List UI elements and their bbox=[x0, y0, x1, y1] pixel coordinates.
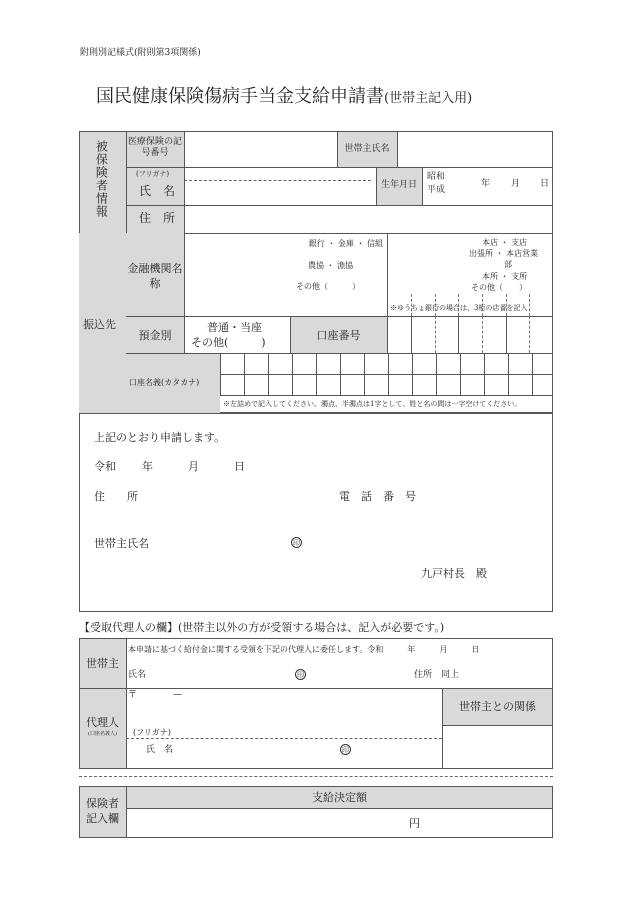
deposit-types-line2[interactable]: その他( ) bbox=[191, 336, 266, 349]
deposit-type-label: 預金別 bbox=[138, 329, 172, 342]
birth-month-unit: 月 bbox=[511, 179, 521, 189]
bank-name-label: 金融機関名称 bbox=[127, 262, 183, 290]
branch-types-line3: 部 bbox=[504, 260, 512, 269]
bank-types-line3: その他（ ） bbox=[296, 282, 360, 291]
declaration-statement: 上記のとおり申請します。 bbox=[94, 431, 226, 444]
address-label: 住 所 bbox=[139, 211, 176, 225]
payment-amount-field[interactable] bbox=[128, 810, 408, 836]
branch-types-line4: 本所 ・ 支所 bbox=[482, 272, 528, 281]
agent-name-label: 氏 名 bbox=[146, 745, 174, 755]
bank-types-line2: 農協 ・ 漁協 bbox=[308, 261, 354, 270]
declaration-date-era: 令和 bbox=[94, 460, 116, 473]
birthdate-label: 生年月日 bbox=[380, 180, 417, 190]
insurer-label-line2: 記入欄 bbox=[86, 812, 119, 825]
form-title-sub: (世帯主記入用) bbox=[384, 91, 473, 106]
transfer-section-label: 振込先 bbox=[83, 318, 116, 331]
insured-address-field[interactable] bbox=[186, 207, 551, 231]
deposit-types-line1[interactable]: 普通・当座 bbox=[207, 321, 262, 334]
form-title bbox=[96, 86, 472, 108]
delegation-text: 本申請に基づく給付金に関する受領を下記の代理人に委任します。令和 年 月 日 bbox=[128, 645, 480, 654]
proxy-householder-label: 世帯主 bbox=[86, 657, 119, 670]
agent-seal-icon: 印 bbox=[342, 746, 349, 754]
proxy-householder-seal-icon: 印 bbox=[297, 671, 304, 679]
insurer-label-line1: 保険者 bbox=[86, 797, 119, 810]
addressee: 九戸村長 殿 bbox=[421, 567, 487, 580]
branch-types-line2: 出張所 ・ 本店営業 bbox=[469, 249, 539, 258]
era-heisei: 平成 bbox=[427, 185, 446, 195]
declaration-month-unit: 月 bbox=[188, 460, 199, 473]
insured-section-label: 被保険者情報 bbox=[94, 140, 109, 218]
declaration-householder-label: 世帯主氏名 bbox=[94, 537, 149, 550]
birth-year-unit: 年 bbox=[481, 179, 491, 189]
householder-name-field[interactable] bbox=[399, 133, 551, 165]
bank-types-line1: 銀行 ・ 金庫 ・ 信組 bbox=[308, 239, 383, 248]
declaration-seal-icon: 印 bbox=[293, 539, 300, 547]
yen-unit: 円 bbox=[409, 817, 420, 830]
householder-name-label: 世帯主氏名 bbox=[344, 144, 390, 154]
proxy-section-title: 【受取代理人の欄】(世帯主以外の方が受領する場合は、記入が必要です。) bbox=[79, 621, 445, 634]
declaration-year-unit: 年 bbox=[142, 460, 153, 473]
furigana-label: (フリガナ) bbox=[136, 170, 170, 178]
agent-furigana-label: (フリガナ) bbox=[133, 728, 171, 737]
branch-types-line1: 本店 ・ 支店 bbox=[482, 238, 528, 247]
section-separator bbox=[79, 776, 553, 777]
form-title-main: 国民健康保険傷病手当金支給申請書 bbox=[96, 86, 384, 107]
account-number-label: 口座番号 bbox=[316, 329, 361, 342]
insurance-number-label: 医療保険の記号番号 bbox=[127, 137, 182, 159]
proxy-address-same: 住所 同上 bbox=[414, 670, 460, 680]
postal-mark: 〒 — bbox=[128, 690, 183, 700]
agent-sub-label: (口座名義人) bbox=[88, 731, 117, 737]
account-number-field[interactable] bbox=[389, 318, 551, 351]
form-number: 附則別記様式(附則第3項関係) bbox=[80, 48, 201, 58]
era-showa: 昭和 bbox=[427, 172, 446, 182]
yucho-note: ※ゆうちょ銀行の場合は、3桁の店番を記入 bbox=[390, 304, 528, 312]
payment-amount-label: 支給決定額 bbox=[312, 791, 367, 804]
relationship-field[interactable] bbox=[444, 727, 551, 767]
insurance-number-field[interactable] bbox=[186, 133, 335, 165]
birth-day-unit: 日 bbox=[540, 179, 550, 189]
declaration-address-label: 住 所 bbox=[94, 490, 138, 503]
agent-address-field[interactable] bbox=[128, 702, 440, 736]
account-holder-field[interactable] bbox=[222, 355, 551, 393]
proxy-householder-name-label: 氏名 bbox=[128, 670, 147, 680]
agent-label: 代理人 bbox=[86, 716, 119, 729]
katakana-note: ※左詰めで記入してください。濁点、半濁点は1字として、姓と名の間は一字空けてください。 bbox=[223, 400, 522, 408]
name-label: 氏 名 bbox=[139, 184, 176, 198]
account-holder-label: 口座名義(カタカナ) bbox=[129, 378, 200, 387]
declaration-day-unit: 日 bbox=[234, 460, 245, 473]
relationship-label: 世帯主との関係 bbox=[459, 700, 536, 713]
branch-types-line5: その他（ ） bbox=[471, 283, 527, 292]
declaration-phone-label: 電 話 番 号 bbox=[339, 490, 416, 503]
insured-name-field[interactable] bbox=[186, 169, 371, 203]
